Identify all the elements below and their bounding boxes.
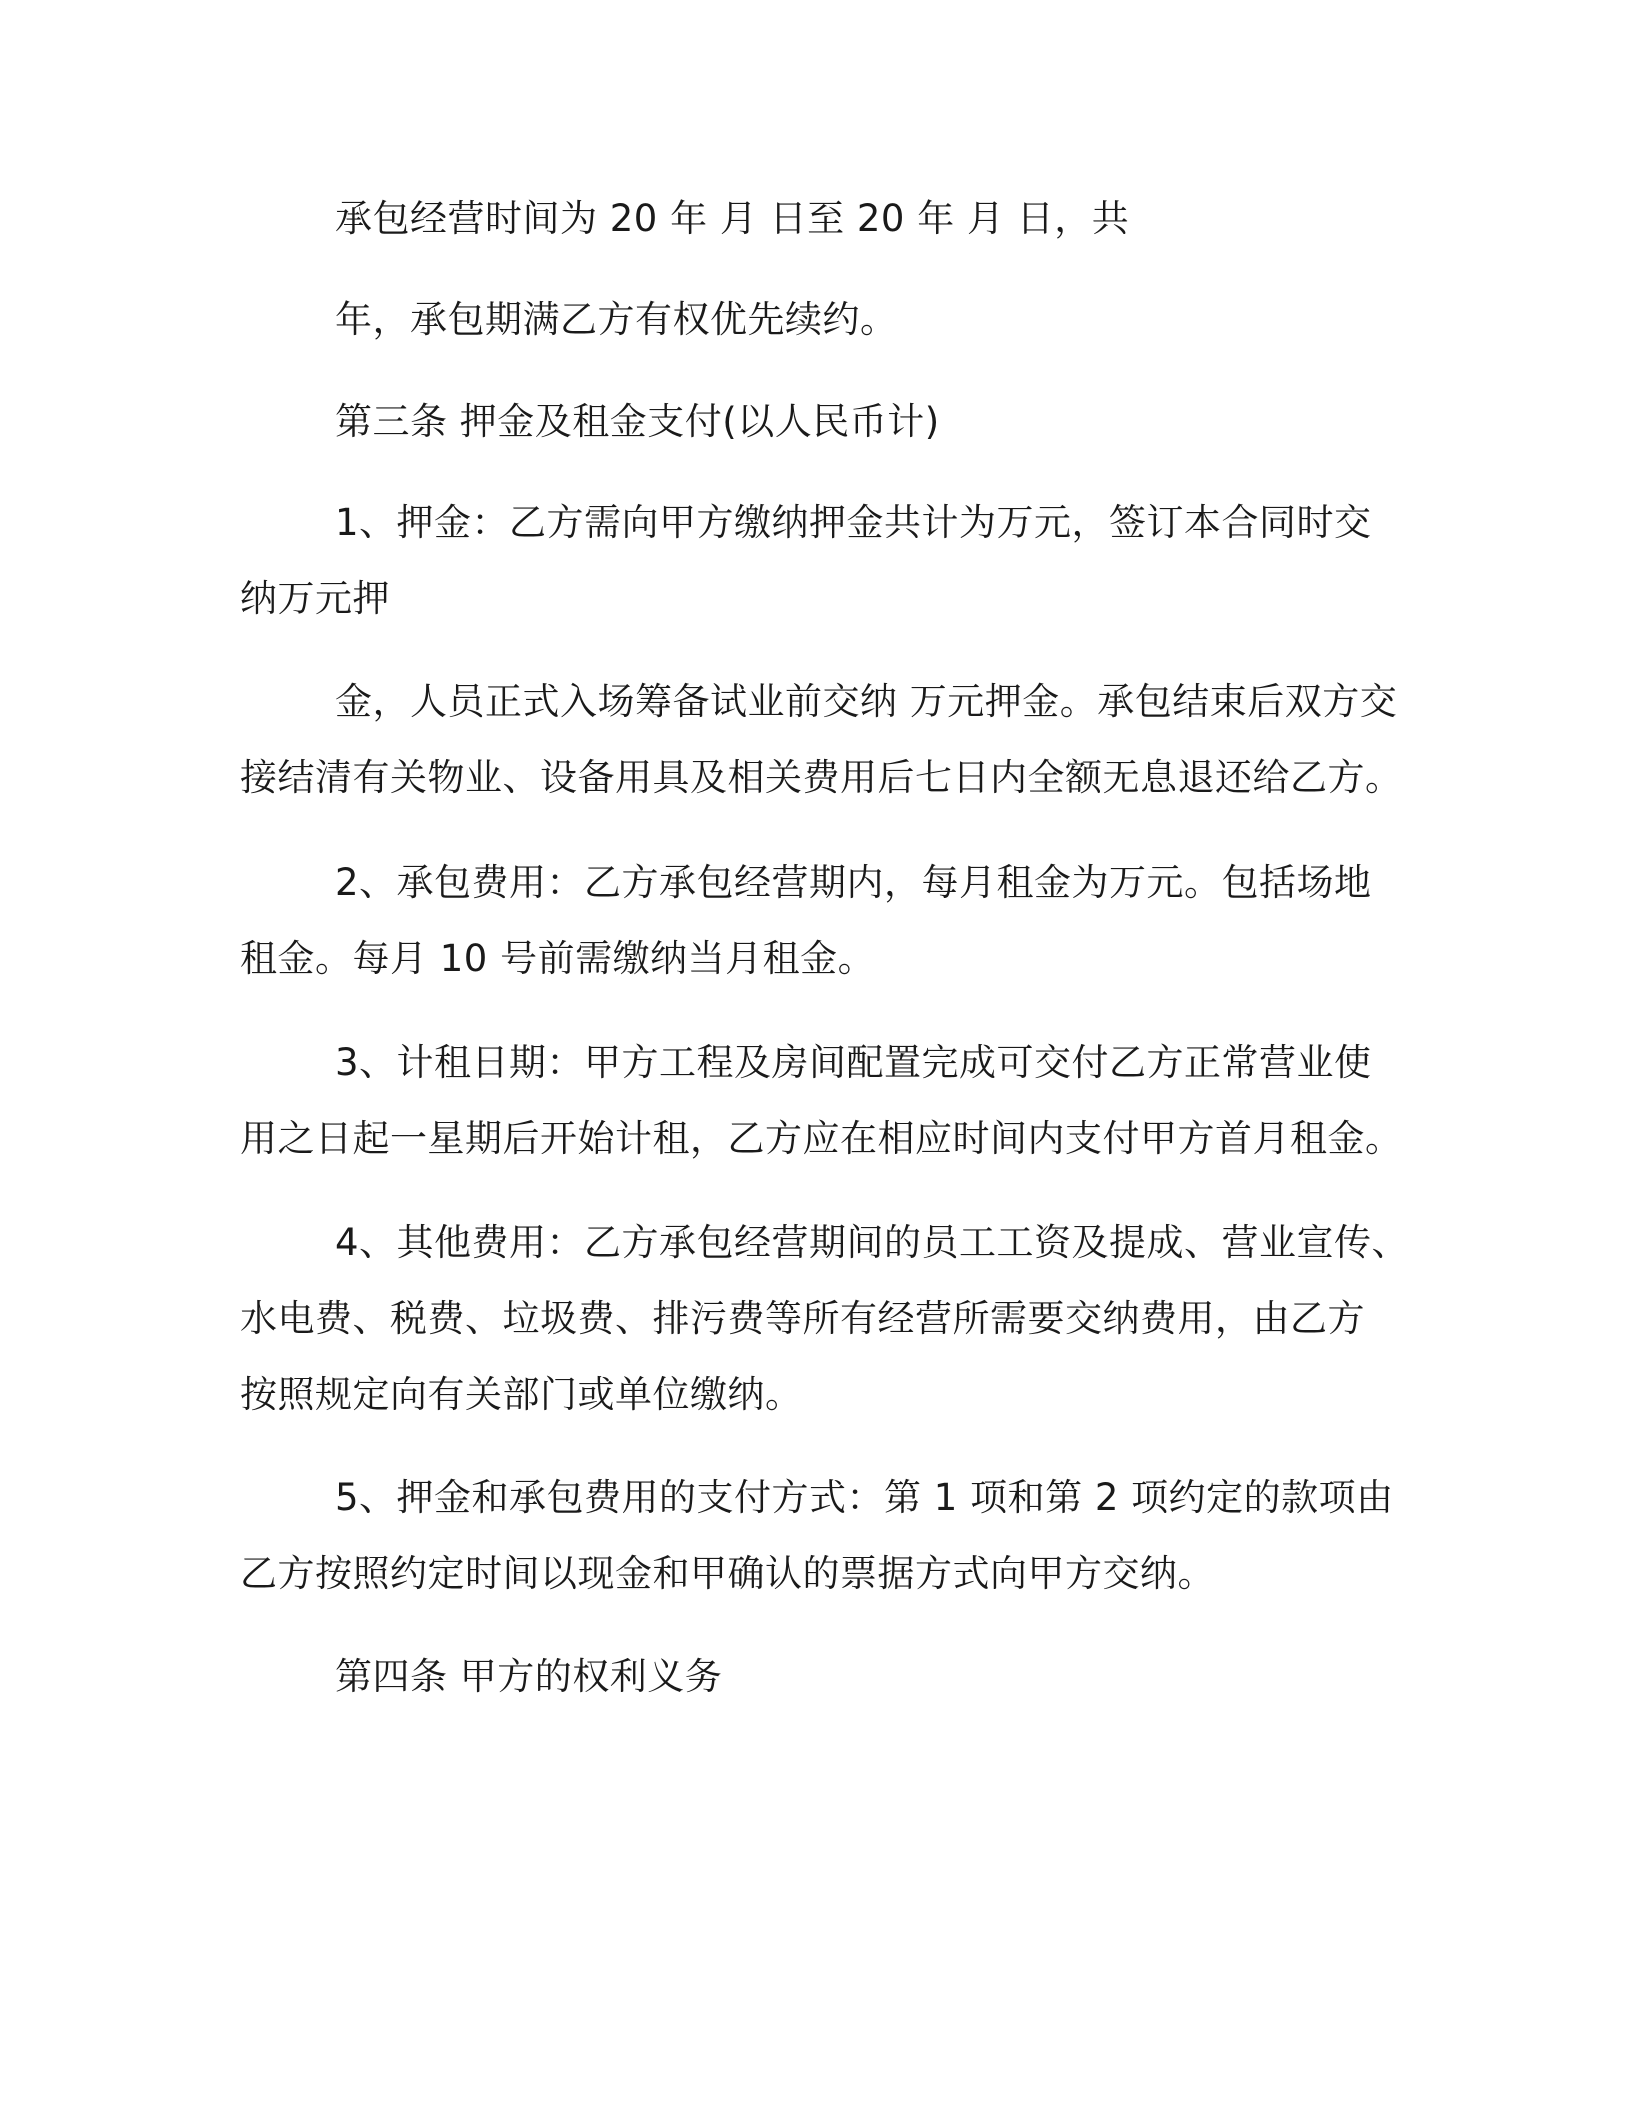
text-line: 纳万元押 (240, 577, 390, 620)
text-line: 接结清有关物业、设备用具及相关费用后七日内全额无息退还给乙方。 (240, 756, 1403, 799)
section-heading-article-3 (240, 384, 1410, 460)
paragraph-other-fees (240, 1205, 1410, 1433)
text-line: 2、承包费用：乙方承包经营期内，每月租金为万元。包括场地 (335, 861, 1372, 904)
paragraph-contract-fee (240, 845, 1410, 997)
paragraph-deposit (240, 485, 1410, 637)
paragraph-deposit-continued (240, 664, 1410, 816)
text-line: 用之日起一星期后开始计租，乙方应在相应时间内支付甲方首月租金。 (240, 1117, 1403, 1160)
text-line: 4、其他费用：乙方承包经营期间的员工工资及提成、营业宣传、 (335, 1221, 1410, 1264)
text-line: 按照规定向有关部门或单位缴纳。 (240, 1373, 803, 1416)
section-heading-article-4 (240, 1639, 1410, 1715)
text-line: 第四条 甲方的权利义务 (335, 1655, 723, 1698)
text-line: 乙方按照约定时间以现金和甲确认的票据方式向甲方交纳。 (240, 1552, 1215, 1595)
text-line: 3、计租日期：甲方工程及房间配置完成可交付乙方正常营业使 (335, 1041, 1372, 1084)
paragraph-payment-method (240, 1460, 1410, 1612)
text-line: 金，人员正式入场筹备试业前交纳 万元押金。承包结束后双方交 (335, 680, 1398, 723)
text-line: 年，承包期满乙方有权优先续约。 (335, 298, 898, 341)
text-line: 第三条 押金及租金支付(以人民币计) (335, 400, 940, 443)
text-line: 水电费、税费、垃圾费、排污费等所有经营所需要交纳费用，由乙方 (240, 1297, 1365, 1340)
text-line: 1、押金：乙方需向甲方缴纳押金共计为万元，签订本合同时交 (335, 501, 1372, 544)
text-line: 承包经营时间为 20 年 月 日至 20 年 月 日，共 (335, 197, 1130, 240)
text-line: 5、押金和承包费用的支付方式：第 1 项和第 2 项约定的款项由 (335, 1476, 1394, 1519)
paragraph-renewal (240, 282, 1410, 358)
paragraph-rent-date (240, 1025, 1410, 1177)
paragraph-term (240, 181, 1410, 257)
text-line: 租金。每月 10 号前需缴纳当月租金。 (240, 937, 876, 980)
